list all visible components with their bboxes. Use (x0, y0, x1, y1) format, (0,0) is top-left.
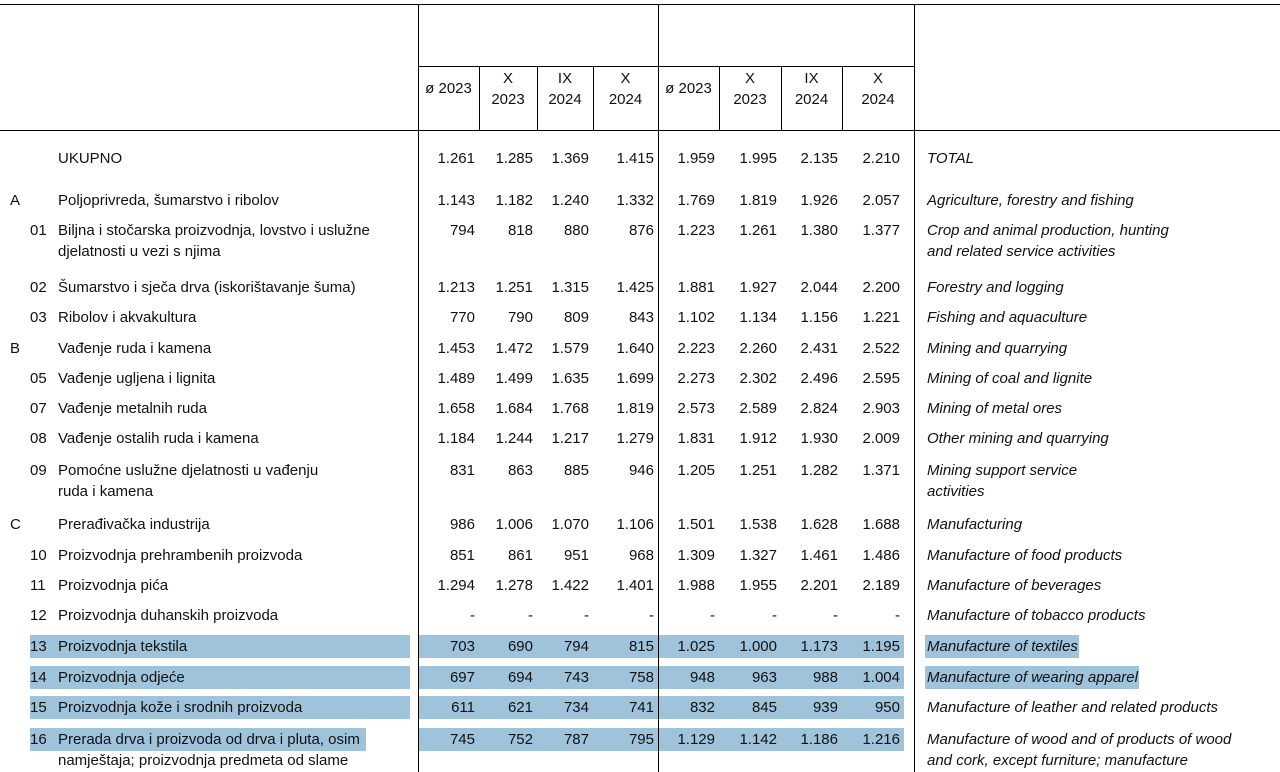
table-row (0, 667, 1280, 688)
gross-col-header (781, 68, 842, 110)
row-label-en: Manufacture of leather and related products (927, 699, 1219, 716)
net-value: 1.332 (616, 192, 654, 209)
gross-value: - (772, 607, 777, 624)
gross-value: 2.273 (677, 370, 715, 387)
gross-col-header (842, 68, 914, 110)
gross-value: 2.135 (800, 150, 838, 167)
net-value: 1.422 (551, 577, 589, 594)
net-value: 1.315 (551, 279, 589, 296)
gross-value: 2.223 (677, 340, 715, 357)
row-label-en: Manufacture of wearing apparel (927, 669, 1138, 686)
gross-value: 1.486 (862, 547, 900, 564)
net-value: 690 (507, 638, 533, 655)
net-value: 1.006 (495, 516, 533, 533)
gross-value: 1.912 (739, 430, 777, 447)
gross-value: 1.216 (862, 731, 900, 748)
table-row (0, 514, 1280, 535)
net-value: 1.261 (437, 150, 475, 167)
gross-value: 1.955 (739, 577, 777, 594)
division-code: 05 (30, 370, 47, 387)
col-header-line2: 2024 (794, 91, 829, 108)
col-header-line1: X (872, 70, 883, 87)
gross-value: 939 (812, 699, 838, 716)
net-value: 741 (628, 699, 654, 716)
net-value: 815 (628, 638, 654, 655)
division-code: 14 (30, 669, 47, 686)
row-label: Pomoćne uslužne djelatnosti u vađenju (58, 462, 319, 479)
gross-value: 1.831 (677, 430, 715, 447)
gross-value: 1.261 (739, 222, 777, 239)
gross-value: 1.173 (800, 638, 838, 655)
row-label: Šumarstvo i sječa drva (iskorištavanje šuma) (58, 279, 356, 296)
net-value: 885 (563, 462, 589, 479)
division-code: 11 (30, 577, 46, 594)
net-value: 1.184 (437, 430, 475, 447)
net-value: 697 (449, 669, 475, 686)
net-col-header (479, 68, 537, 110)
col-header-line2: 2023 (491, 91, 525, 108)
net-value: 843 (628, 309, 654, 326)
net-value: 1.217 (551, 430, 589, 447)
net-value: 703 (449, 638, 475, 655)
gross-value: 1.102 (677, 309, 715, 326)
division-code: 15 (30, 699, 47, 716)
table-row (0, 729, 1280, 771)
row-label: Proizvodnja duhanskih proizvoda (58, 607, 279, 624)
row-label: Vađenje ostalih ruda i kamena (58, 430, 259, 447)
row-label: Biljna i stočarska proizvodnja, lovstvo i uslužne (58, 222, 370, 239)
table-row (0, 545, 1280, 566)
gross-value: 1.282 (800, 462, 838, 479)
net-value: 795 (628, 731, 654, 748)
net-value: 743 (563, 669, 589, 686)
gross-value: 1.538 (739, 516, 777, 533)
row-label: Vađenje ugljena i lignita (58, 370, 216, 387)
net-col-header (537, 68, 593, 110)
gross-value: 2.431 (800, 340, 838, 357)
net-value: - (584, 607, 589, 624)
net-value: 770 (449, 309, 475, 326)
gross-value: 948 (689, 669, 715, 686)
net-value: 1.369 (551, 150, 589, 167)
division-code: 01 (30, 222, 47, 239)
gross-value: 1.501 (677, 516, 715, 533)
gross-value: 1.327 (739, 547, 777, 564)
gross-value: 2.201 (800, 577, 838, 594)
row-label: Vađenje ruda i kamena (58, 340, 212, 357)
net-value: 1.251 (495, 279, 533, 296)
gross-value: 1.769 (677, 192, 715, 209)
division-code: 16 (30, 731, 47, 748)
table-row (0, 605, 1280, 626)
gross-value: 1.134 (739, 309, 777, 326)
col-header-line1: X (502, 70, 513, 87)
row-label: Proizvodnja kože i srodnih proizvoda (58, 699, 303, 716)
row-label-en: Agriculture, forestry and fishing (927, 192, 1134, 209)
gross-value: 2.496 (800, 370, 838, 387)
net-value: 1.285 (495, 150, 533, 167)
row-label: Prerada drva i proizvoda od drva i pluta, osim (58, 731, 360, 748)
gross-col-header (719, 68, 781, 110)
row-label: Vađenje metalnih ruda (58, 400, 207, 417)
gross-value: 1.371 (862, 462, 900, 479)
net-value: 986 (449, 516, 475, 533)
row-label-en: Mining of metal ores (927, 400, 1063, 417)
row-label-en: Manufacture of food products (927, 547, 1123, 564)
net-value: 1.499 (495, 370, 533, 387)
net-value: 1.768 (551, 400, 589, 417)
table-row (0, 307, 1280, 328)
col-header-line1: ø 2023 (425, 80, 472, 97)
gross-value: 2.260 (739, 340, 777, 357)
grid-vline (842, 66, 843, 130)
net-col-header (593, 68, 658, 110)
net-value: 1.472 (495, 340, 533, 357)
table-row (0, 220, 1280, 262)
table-row (0, 190, 1280, 211)
gross-value: 1.628 (800, 516, 838, 533)
gross-value: 2.573 (677, 400, 715, 417)
row-label-en: Manufacture of textiles (927, 638, 1078, 655)
gross-value: 2.009 (862, 430, 900, 447)
row-label-en: Crop and animal production, hunting (927, 222, 1169, 239)
gross-value: 1.930 (800, 430, 838, 447)
net-value: 1.278 (495, 577, 533, 594)
col-header-line1: IX (557, 70, 573, 87)
grid-vline (781, 66, 782, 130)
gross-value: 1.251 (739, 462, 777, 479)
row-label-en: Fishing and aquaculture (927, 309, 1088, 326)
row-label-en: Forestry and logging (927, 279, 1064, 296)
net-value: 880 (563, 222, 589, 239)
section-code: B (10, 340, 21, 357)
grid-vline (479, 66, 480, 130)
gross-value: 950 (874, 699, 900, 716)
gross-value: 1.004 (862, 669, 900, 686)
gross-value: 1.142 (739, 731, 777, 748)
net-value: 694 (507, 669, 533, 686)
row-label-en-line2: activities (927, 483, 985, 500)
table-row (0, 277, 1280, 298)
gross-value: - (833, 607, 838, 624)
gross-value: 1.156 (800, 309, 838, 326)
gross-value: 1.926 (800, 192, 838, 209)
gross-value: 963 (751, 669, 777, 686)
grid-vline (593, 66, 594, 130)
net-value: 1.415 (616, 150, 654, 167)
table-row (0, 368, 1280, 389)
top-rule (0, 4, 1280, 5)
table-row (0, 398, 1280, 419)
net-value: 1.699 (616, 370, 654, 387)
row-label-en: Other mining and quarrying (927, 430, 1109, 447)
gross-value: 1.688 (862, 516, 900, 533)
col-header-line2: 2024 (608, 91, 643, 108)
gross-value: 832 (689, 699, 715, 716)
gross-value: 2.824 (800, 400, 838, 417)
grid-vline (719, 66, 720, 130)
col-header-line1: ø 2023 (665, 80, 712, 97)
net-value: 861 (507, 547, 533, 564)
gross-value: 1.025 (677, 638, 715, 655)
net-value: 831 (449, 462, 475, 479)
net-value: 794 (563, 638, 589, 655)
net-value: 1.819 (616, 400, 654, 417)
table-row (0, 148, 1280, 169)
net-value: 794 (449, 222, 475, 239)
row-label-en: TOTAL (927, 150, 974, 167)
net-value: 611 (451, 699, 475, 716)
gross-value: 1.186 (800, 731, 838, 748)
row-label-en: Manufacturing (927, 516, 1023, 533)
net-value: 1.213 (437, 279, 475, 296)
net-value: 1.106 (616, 516, 654, 533)
net-value: 851 (449, 547, 475, 564)
gross-value: 1.129 (677, 731, 715, 748)
gross-value: 1.881 (677, 279, 715, 296)
net-value: 1.453 (437, 340, 475, 357)
net-value: 1.425 (616, 279, 654, 296)
row-label-line2: ruda i kamena (58, 483, 154, 500)
header-rule (0, 130, 1280, 131)
group-rule (418, 66, 914, 67)
gross-value: 1.205 (677, 462, 715, 479)
net-value: 745 (449, 731, 475, 748)
row-label: Proizvodnja pića (58, 577, 169, 594)
table-row (0, 636, 1280, 657)
gross-value: 2.057 (862, 192, 900, 209)
gross-value: 2.302 (739, 370, 777, 387)
table-row (0, 338, 1280, 359)
gross-value: 2.903 (862, 400, 900, 417)
division-code: 12 (30, 607, 47, 624)
net-value: 1.143 (437, 192, 475, 209)
net-value: 946 (628, 462, 654, 479)
row-label-en-line2: and cork, except furniture; manufacture (927, 752, 1188, 769)
table-row (0, 428, 1280, 449)
gross-value: - (710, 607, 715, 624)
net-value: 1.279 (616, 430, 654, 447)
gross-value: - (895, 607, 900, 624)
net-value: 1.579 (551, 340, 589, 357)
row-label-en: Manufacture of wood and of products of wood (927, 731, 1232, 748)
row-label: Ribolov i akvakultura (58, 309, 197, 326)
gross-value: 1.221 (862, 309, 900, 326)
net-value: - (649, 607, 654, 624)
net-value: 1.294 (437, 577, 475, 594)
net-value: 1.684 (495, 400, 533, 417)
row-label-en: Manufacture of beverages (927, 577, 1102, 594)
net-value: 1.658 (437, 400, 475, 417)
row-label: Proizvodnja tekstila (58, 638, 188, 655)
row-label-en: Mining and quarrying (927, 340, 1068, 357)
net-value: 1.240 (551, 192, 589, 209)
gross-value: 1.819 (739, 192, 777, 209)
row-label-en: Manufacture of tobacco products (927, 607, 1146, 624)
section-code: C (10, 516, 21, 533)
gross-col-header (658, 78, 719, 99)
col-header-line2: 2023 (733, 91, 767, 108)
gross-value: 1.988 (677, 577, 715, 594)
row-label-en-line2: and related service activities (927, 243, 1116, 260)
gross-value: 845 (751, 699, 777, 716)
gross-value: 2.589 (739, 400, 777, 417)
gross-value: 2.210 (862, 150, 900, 167)
net-value: 734 (563, 699, 589, 716)
table-row (0, 697, 1280, 718)
gross-value: 1.927 (739, 279, 777, 296)
row-label: Prerađivačka industrija (58, 516, 210, 533)
gross-value: 2.522 (862, 340, 900, 357)
row-label-line2: djelatnosti u vezi s njima (58, 243, 221, 260)
gross-value: 1.223 (677, 222, 715, 239)
division-code: 02 (30, 279, 47, 296)
division-code: 08 (30, 430, 47, 447)
col-header-line1: IX (804, 70, 819, 87)
net-value: - (528, 607, 533, 624)
gross-value: 2.044 (800, 279, 838, 296)
gross-value: 2.595 (862, 370, 900, 387)
gross-value: 1.000 (739, 638, 777, 655)
col-header-line2: 2024 (548, 91, 582, 108)
gross-value: 1.377 (862, 222, 900, 239)
row-label-en: Mining support service (927, 462, 1078, 479)
net-value: 818 (507, 222, 533, 239)
col-header-line2: 2024 (861, 91, 895, 108)
row-label: UKUPNO (58, 150, 123, 167)
net-value: 790 (507, 309, 533, 326)
net-value: 1.640 (616, 340, 654, 357)
gross-value: 2.189 (862, 577, 900, 594)
net-value: 758 (628, 669, 654, 686)
row-label: Poljoprivreda, šumarstvo i ribolov (58, 192, 279, 209)
division-code: 09 (30, 462, 47, 479)
net-value: 1.070 (551, 516, 589, 533)
table-row (0, 575, 1280, 596)
division-code: 03 (30, 309, 47, 326)
col-header-line1: X (620, 70, 631, 87)
net-col-header (418, 78, 479, 99)
gross-value: 988 (812, 669, 838, 686)
net-value: 1.489 (437, 370, 475, 387)
net-value: 1.635 (551, 370, 589, 387)
row-label: Proizvodnja prehrambenih proizvoda (58, 547, 303, 564)
net-value: 951 (563, 547, 589, 564)
grid-vline (418, 4, 419, 772)
grid-vline (537, 66, 538, 130)
col-header-line1: X (744, 70, 755, 87)
row-label: Proizvodnja odjeće (58, 669, 185, 686)
net-value: 1.182 (495, 192, 533, 209)
net-value: 621 (507, 699, 533, 716)
grid-vline (914, 4, 915, 772)
net-value: 863 (507, 462, 533, 479)
division-code: 13 (30, 638, 47, 655)
net-value: 1.401 (616, 577, 654, 594)
gross-value: 1.309 (677, 547, 715, 564)
division-code: 10 (30, 547, 47, 564)
row-label-line2: namještaja; proizvodnja predmeta od slame (58, 752, 349, 769)
table-row (0, 460, 1280, 502)
net-value: 752 (507, 731, 533, 748)
gross-value: 1.195 (862, 638, 900, 655)
net-value: - (470, 607, 475, 624)
gross-value: 1.959 (677, 150, 715, 167)
net-value: 968 (628, 547, 654, 564)
section-code: A (10, 192, 21, 209)
row-label-en: Mining of coal and lignite (927, 370, 1093, 387)
net-value: 876 (628, 222, 654, 239)
gross-value: 1.461 (800, 547, 838, 564)
division-code: 07 (30, 400, 47, 417)
grid-vline (658, 4, 659, 772)
net-value: 1.244 (495, 430, 533, 447)
net-value: 787 (563, 731, 589, 748)
gross-value: 1.380 (800, 222, 838, 239)
gross-value: 1.995 (739, 150, 777, 167)
net-value: 809 (563, 309, 589, 326)
gross-value: 2.200 (862, 279, 900, 296)
